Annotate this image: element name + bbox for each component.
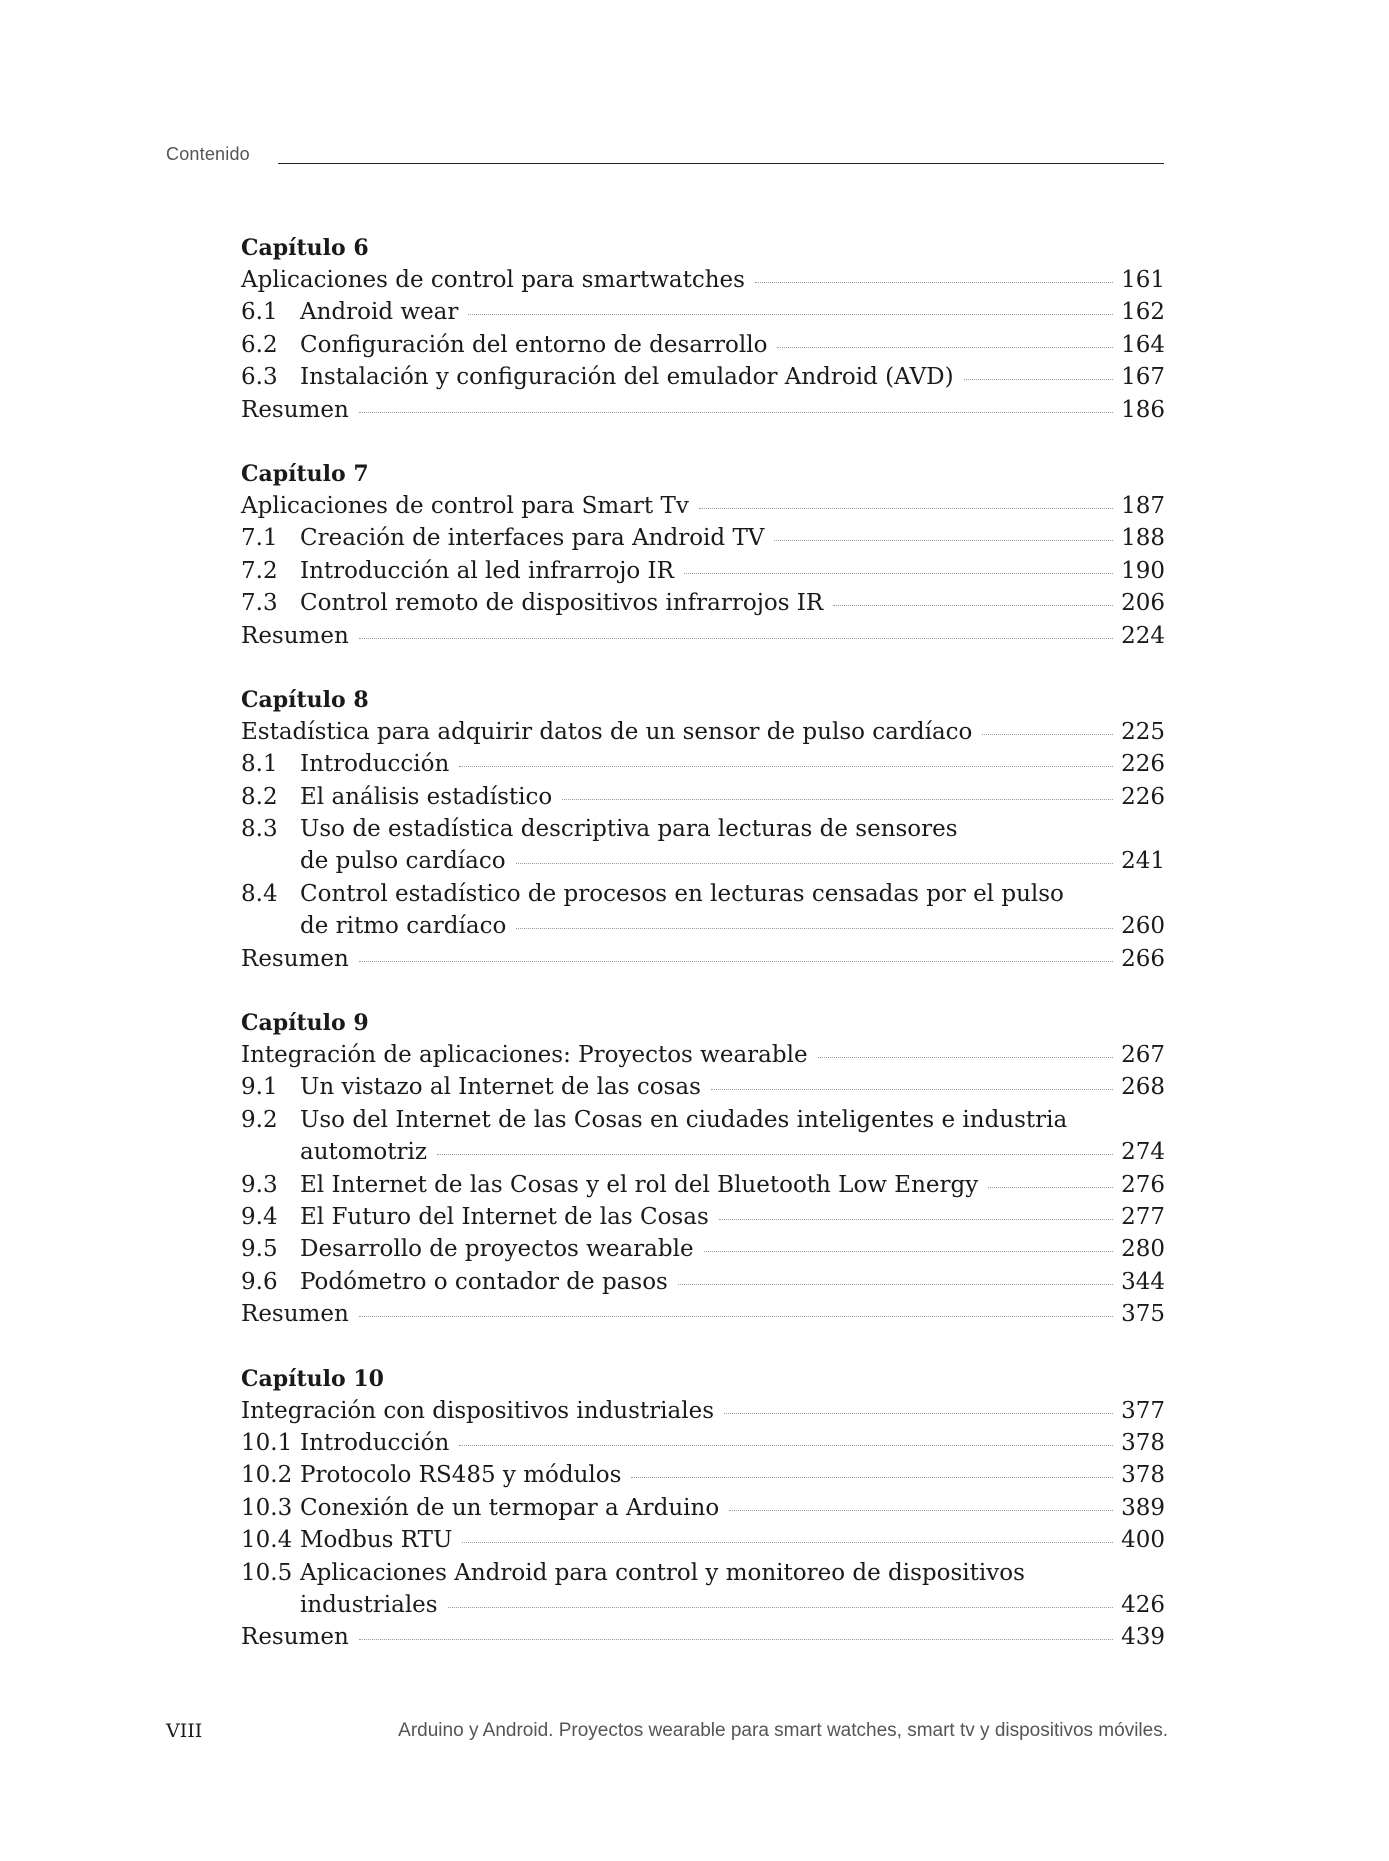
dot-leader: [459, 1445, 1113, 1446]
section-number: 9.4: [241, 1203, 278, 1230]
toc-entry[interactable]: [241, 1104, 1165, 1136]
section-number: 7.2: [241, 557, 278, 584]
dot-leader: [462, 1542, 1113, 1543]
dot-leader: [704, 1251, 1114, 1252]
page-reference: 280: [1121, 1236, 1165, 1263]
entry-title: Resumen: [241, 945, 349, 972]
page-reference: 378: [1121, 1462, 1165, 1489]
entry-title: Resumen: [241, 622, 349, 649]
dot-leader: [684, 573, 1113, 574]
entry-title: Configuración del entorno de desarrollo: [300, 331, 768, 358]
page-footer: [166, 1720, 1168, 1750]
toc-entry[interactable]: [241, 329, 1165, 361]
section-number: 9.5: [241, 1236, 278, 1263]
page-reference: 241: [1121, 848, 1165, 875]
dot-leader: [774, 540, 1113, 541]
toc-entry[interactable]: [241, 943, 1165, 975]
page-reference: 389: [1121, 1494, 1165, 1521]
page-reference: 161: [1121, 267, 1165, 293]
entry-title: El análisis estadístico: [300, 783, 553, 810]
section-number: 8.3: [241, 816, 278, 843]
dot-leader: [468, 314, 1113, 315]
page-reference: 206: [1121, 590, 1165, 617]
table-of-contents: [241, 232, 1165, 1686]
entry-title: automotriz: [300, 1139, 427, 1166]
toc-entry[interactable]: [241, 264, 1165, 296]
toc-entry[interactable]: [241, 1459, 1165, 1491]
section-number: 10.3: [241, 1494, 293, 1521]
entry-title: Estadística para adquirir datos de un sensor de pulso cardíaco: [241, 718, 973, 745]
entry-title: Modbus RTU: [300, 1527, 453, 1554]
chapter-title: Capítulo 8: [241, 686, 369, 713]
chapter-section: [241, 1363, 1165, 1654]
page-reference: 164: [1121, 331, 1165, 358]
entry-title: Introducción: [300, 751, 450, 778]
section-number: 7.3: [241, 590, 278, 617]
toc-entry[interactable]: [241, 1589, 1165, 1621]
entry-title: Creación de interfaces para Android TV: [300, 525, 765, 552]
toc-entry[interactable]: [241, 716, 1165, 748]
toc-entry[interactable]: [241, 1169, 1165, 1201]
toc-entry[interactable]: [241, 845, 1165, 877]
dot-leader: [516, 928, 1113, 929]
chapter-title: Capítulo 10: [241, 1365, 384, 1392]
chapter-section: [241, 1007, 1165, 1331]
dot-leader: [964, 379, 1114, 380]
page-reference: 267: [1121, 1042, 1165, 1069]
toc-entry[interactable]: [241, 522, 1165, 554]
book-title: Arduino y Android. Proyectos wearable para smart watches, smart tv y dispositivos móviles.: [398, 1720, 1168, 1741]
toc-entry[interactable]: [241, 1557, 1165, 1589]
page-reference: 224: [1121, 622, 1165, 649]
dot-leader: [359, 638, 1113, 639]
page-reference: 225: [1121, 718, 1165, 745]
dot-leader: [359, 1639, 1113, 1640]
section-number: 10.2: [241, 1462, 293, 1489]
page-reference: 167: [1121, 364, 1165, 391]
toc-entry[interactable]: [241, 1039, 1165, 1071]
page-reference: 188: [1121, 525, 1165, 552]
entry-title: Protocolo RS485 y módulos: [300, 1462, 622, 1489]
page-reference: 400: [1121, 1527, 1165, 1554]
entry-title: Introducción al led infrarrojo IR: [300, 557, 674, 584]
entry-title: Uso de estadística descriptiva para lecturas de sensores: [300, 816, 958, 843]
page-reference: 375: [1121, 1301, 1165, 1328]
section-number: 6.2: [241, 331, 278, 358]
dot-leader: [729, 1510, 1113, 1511]
section-number: 6.1: [241, 299, 278, 326]
dot-leader: [711, 1089, 1113, 1090]
page-reference: 187: [1121, 492, 1165, 519]
entry-title: El Internet de las Cosas y el rol del Bluetooth Low Energy: [300, 1171, 979, 1198]
toc-entry[interactable]: [241, 1427, 1165, 1459]
dot-leader: [448, 1607, 1114, 1608]
dot-leader: [631, 1477, 1113, 1478]
entry-title: Control remoto de dispositivos infrarrojos IR: [300, 590, 824, 617]
entry-title: Integración de aplicaciones: Proyectos wearable: [241, 1042, 808, 1069]
section-number: 8.2: [241, 783, 278, 810]
toc-entry[interactable]: [241, 1298, 1165, 1330]
dot-leader: [359, 1316, 1113, 1317]
dot-leader: [359, 412, 1113, 413]
section-number: 8.1: [241, 751, 278, 778]
toc-entry[interactable]: [241, 1621, 1165, 1653]
toc-entry[interactable]: [241, 490, 1165, 522]
toc-entry[interactable]: [241, 813, 1165, 845]
dot-leader: [359, 961, 1113, 962]
toc-entry[interactable]: [241, 1071, 1165, 1103]
section-number: 9.1: [241, 1074, 278, 1101]
dot-leader: [818, 1057, 1114, 1058]
entry-title: El Futuro del Internet de las Cosas: [300, 1203, 709, 1230]
entry-title: Integración con dispositivos industriales: [241, 1397, 714, 1424]
toc-entry[interactable]: [241, 748, 1165, 780]
toc-entry[interactable]: [241, 555, 1165, 587]
dot-leader: [562, 799, 1113, 800]
page-reference: 162: [1121, 299, 1165, 326]
toc-entry[interactable]: [241, 1492, 1165, 1524]
entry-title: Desarrollo de proyectos wearable: [300, 1236, 694, 1263]
dot-leader: [437, 1154, 1113, 1155]
toc-entry[interactable]: [241, 296, 1165, 328]
section-number: 10.1: [241, 1429, 293, 1456]
page-reference: 276: [1121, 1171, 1165, 1198]
entry-title: Resumen: [241, 1301, 349, 1328]
section-number: 9.2: [241, 1106, 278, 1133]
page-reference: 226: [1121, 783, 1165, 810]
page-reference: 186: [1121, 396, 1165, 423]
entry-title: Resumen: [241, 1624, 349, 1651]
page-reference: 274: [1121, 1139, 1165, 1166]
entry-title: industriales: [300, 1591, 438, 1618]
dot-leader: [982, 734, 1113, 735]
entry-title: Android wear: [300, 299, 459, 326]
toc-entry[interactable]: [241, 1395, 1165, 1427]
page-number: VIII: [166, 1720, 203, 1742]
toc-entry[interactable]: [241, 781, 1165, 813]
toc-entry[interactable]: [241, 878, 1165, 910]
dot-leader: [988, 1187, 1113, 1188]
chapter-section: [241, 684, 1165, 975]
page-reference: 260: [1121, 913, 1165, 940]
page-reference: 439: [1121, 1624, 1165, 1651]
dot-leader: [777, 347, 1113, 348]
page-reference: 377: [1121, 1397, 1165, 1424]
chapter-title: Capítulo 6: [241, 235, 369, 261]
running-head: [166, 144, 1164, 168]
page-reference: 190: [1121, 557, 1165, 584]
page-reference: 268: [1121, 1074, 1165, 1101]
section-number: 9.6: [241, 1268, 278, 1295]
entry-title: Resumen: [241, 396, 349, 423]
entry-title: de ritmo cardíaco: [300, 913, 507, 940]
page-reference: 378: [1121, 1429, 1165, 1456]
entry-title: Introducción: [300, 1429, 450, 1456]
toc-entry[interactable]: [241, 587, 1165, 619]
dot-leader: [833, 605, 1113, 606]
section-number: 10.4: [241, 1527, 293, 1554]
entry-title: Uso del Internet de las Cosas en ciudades inteligentes e industria: [300, 1106, 1068, 1133]
dot-leader: [459, 766, 1113, 767]
section-number: 8.4: [241, 880, 278, 907]
dot-leader: [719, 1219, 1113, 1220]
header-rule: [278, 163, 1164, 164]
toc-entry[interactable]: [241, 1136, 1165, 1168]
toc-entry[interactable]: [241, 394, 1165, 426]
chapter-title: Capítulo 9: [241, 1010, 369, 1037]
toc-entry[interactable]: [241, 620, 1165, 652]
dot-leader: [678, 1284, 1113, 1285]
toc-entry[interactable]: [241, 1266, 1165, 1298]
section-number: 10.5: [241, 1559, 293, 1586]
dot-leader: [724, 1413, 1113, 1414]
page-reference: 277: [1121, 1203, 1165, 1230]
chapter-section: [241, 458, 1165, 652]
entry-title: Instalación y configuración del emulador Android (AVD): [300, 364, 954, 391]
section-number: 9.3: [241, 1171, 278, 1198]
entry-title: Aplicaciones de control para smartwatches: [241, 267, 745, 293]
entry-title: Aplicaciones de control para Smart Tv: [241, 492, 689, 519]
toc-entry[interactable]: [241, 1524, 1165, 1556]
entry-title: Control estadístico de procesos en lecturas censadas por el pulso: [300, 880, 1064, 907]
dot-leader: [516, 863, 1113, 864]
entry-title: Aplicaciones Android para control y monitoreo de dispositivos: [300, 1559, 1025, 1586]
section-number: 6.3: [241, 364, 278, 391]
dot-leader: [699, 508, 1113, 509]
section-number: 7.1: [241, 525, 278, 552]
dot-leader: [755, 282, 1113, 283]
toc-entry[interactable]: [241, 1233, 1165, 1265]
entry-title: Un vistazo al Internet de las cosas: [300, 1074, 701, 1101]
chapter-title: Capítulo 7: [241, 460, 369, 487]
page-reference: 426: [1121, 1591, 1165, 1618]
chapter-section: [241, 232, 1165, 426]
toc-entry[interactable]: [241, 910, 1165, 942]
running-head-label: Contenido: [166, 144, 250, 164]
page-reference: 344: [1121, 1268, 1165, 1295]
entry-title: Podómetro o contador de pasos: [300, 1268, 668, 1295]
entry-title: Conexión de un termopar a Arduino: [300, 1494, 720, 1521]
toc-entry[interactable]: [241, 361, 1165, 393]
entry-title: de pulso cardíaco: [300, 848, 506, 875]
page-reference: 266: [1121, 945, 1165, 972]
page-reference: 226: [1121, 751, 1165, 778]
toc-entry[interactable]: [241, 1201, 1165, 1233]
